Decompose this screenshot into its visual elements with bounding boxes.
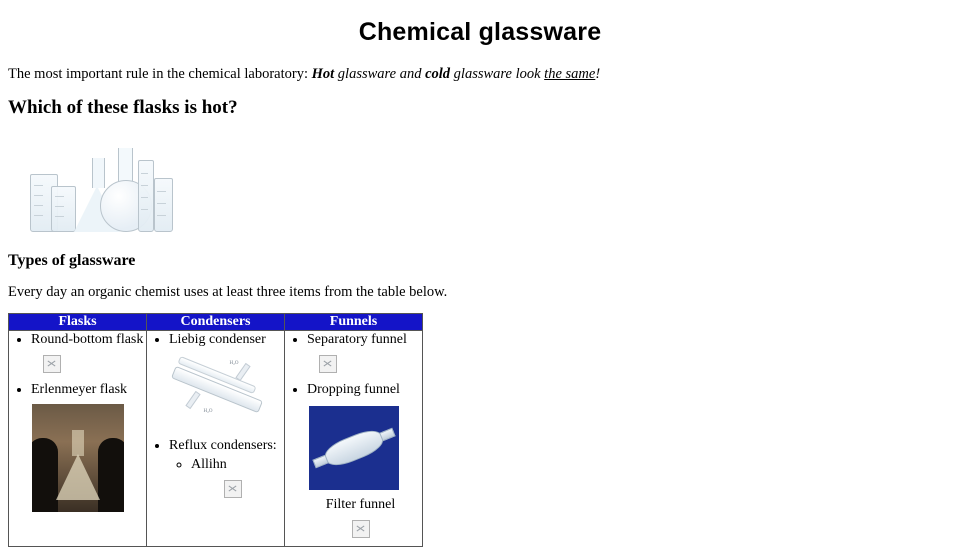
graduated-cylinder-small-icon bbox=[154, 178, 173, 232]
funnel-item-label: • Dropping funnel bbox=[307, 382, 400, 398]
intro-hot: Hot bbox=[311, 66, 335, 82]
flask-neck bbox=[72, 430, 84, 456]
column-header-flasks: Flasks bbox=[9, 314, 147, 331]
intro-end: ! bbox=[595, 66, 601, 82]
hand-left bbox=[32, 438, 58, 512]
intro-paragraph bbox=[8, 65, 952, 83]
condenser-label-lower: H₂O bbox=[203, 409, 213, 415]
hand-right bbox=[98, 438, 124, 512]
reflux-image-wrapper bbox=[169, 474, 284, 502]
condenser-side-arm-lower bbox=[185, 391, 200, 409]
intro-mid-1: glassware and bbox=[334, 66, 426, 82]
cell-funnels bbox=[285, 331, 423, 547]
erlenmeyer-photo-wrapper bbox=[9, 404, 146, 512]
condensers-list bbox=[147, 331, 284, 349]
list-item bbox=[31, 381, 146, 399]
flask-item-label: • Erlenmeyer flask bbox=[31, 382, 128, 398]
broken-image-icon bbox=[319, 355, 337, 373]
flask-body bbox=[56, 454, 100, 500]
liebig-condenser-photo bbox=[168, 353, 264, 423]
page-title: Chemical glassware bbox=[358, 18, 602, 46]
list-item bbox=[169, 331, 284, 349]
list-item bbox=[307, 331, 422, 377]
glassware-table bbox=[8, 313, 423, 547]
question-heading: Which of these flasks is hot? bbox=[8, 97, 238, 119]
reflux-condensers-list bbox=[147, 437, 284, 501]
erlenmeyer-neck-icon bbox=[92, 158, 105, 188]
intro-same: the same bbox=[544, 66, 596, 82]
funnel-item-label: Filter funnel bbox=[325, 496, 396, 512]
intro-lead: The most important rule in the chemical laboratory: bbox=[8, 66, 312, 82]
reflux-sublist bbox=[169, 456, 284, 474]
list-item: ◦ Allihn bbox=[191, 456, 284, 474]
list-item bbox=[31, 331, 146, 377]
table-row bbox=[9, 331, 423, 547]
glassware-hero-image bbox=[30, 137, 180, 232]
filter-funnel-list bbox=[285, 496, 422, 542]
table-header-row bbox=[9, 314, 423, 331]
broken-image-icon bbox=[352, 520, 370, 538]
broken-image-icon bbox=[224, 480, 242, 498]
cell-flasks bbox=[9, 331, 147, 547]
column-header-condensers: Condensers bbox=[147, 314, 285, 331]
section-heading: Types of glassware bbox=[8, 252, 136, 270]
list-item bbox=[307, 381, 422, 399]
flask-item-label: • Round-bottom flask bbox=[31, 332, 144, 348]
dropping-funnel-photo bbox=[309, 406, 399, 490]
flasks-list bbox=[9, 331, 146, 399]
condenser-item-label: • Liebig condenser bbox=[169, 332, 266, 348]
condenser-label-upper: H₂O bbox=[229, 361, 239, 367]
list-item bbox=[299, 496, 422, 542]
erlenmeyer-flask-photo bbox=[32, 404, 124, 512]
intro-mid-2: glassware look bbox=[450, 66, 545, 82]
dropping-funnel-photo-wrapper bbox=[285, 406, 422, 490]
beaker-small-icon bbox=[51, 186, 76, 232]
list-item bbox=[169, 437, 284, 501]
cell-condensers bbox=[147, 331, 285, 547]
graduated-cylinder-icon bbox=[138, 160, 154, 232]
section-text: Every day an organic chemist uses at least three items from the table below. bbox=[8, 284, 448, 301]
funnel-item-label: • Separatory funnel bbox=[307, 332, 407, 348]
intro-cold: cold bbox=[425, 66, 451, 82]
funnel-body bbox=[321, 425, 386, 470]
reflux-item-label: • Reflux condensers: bbox=[169, 438, 277, 454]
funnels-list bbox=[285, 331, 422, 399]
broken-image-icon bbox=[43, 355, 61, 373]
column-header-funnels: Funnels bbox=[285, 314, 423, 331]
